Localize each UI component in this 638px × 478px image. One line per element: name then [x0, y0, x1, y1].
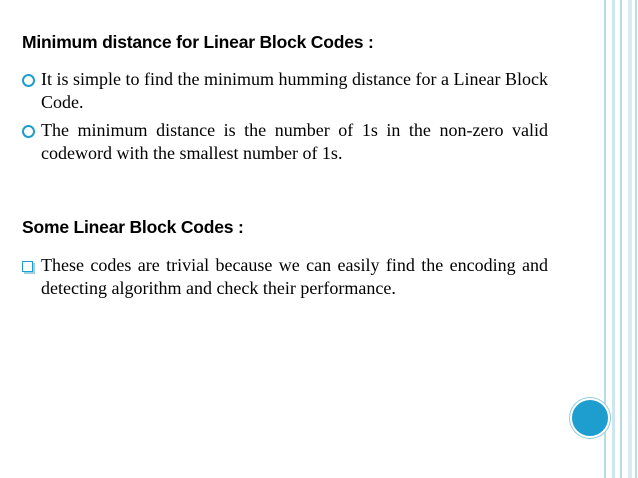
bullet-item	[22, 254, 548, 299]
bullet-text: It is simple to find the minimum humming distance for a Linear Block Code.	[41, 69, 548, 112]
blue-circle-icon	[570, 398, 610, 438]
bullet-list-minimum-distance	[22, 68, 548, 170]
decorative-rail	[635, 0, 637, 478]
ring-bullet-icon	[22, 72, 35, 87]
section-heading-minimum-distance: Minimum distance for Linear Block Codes :	[22, 32, 374, 52]
bullet-text: The minimum distance is the number of 1s in the non-zero valid codeword with the smallest number of 1s.	[41, 120, 548, 163]
ring-bullet-icon	[22, 123, 35, 138]
decorative-rail	[612, 0, 615, 478]
decorative-rail	[628, 0, 632, 478]
bullet-item	[22, 68, 548, 113]
decorative-rail	[620, 0, 622, 478]
section-heading-some-linear-block-codes: Some Linear Block Codes :	[22, 217, 244, 237]
bullet-item	[22, 119, 548, 164]
bullet-text: These codes are trivial because we can easily find the encoding and detecting algorithm and check their performance.	[41, 255, 548, 298]
square-bullet-icon	[22, 258, 33, 272]
bullet-list-linear-block-codes	[22, 254, 548, 305]
